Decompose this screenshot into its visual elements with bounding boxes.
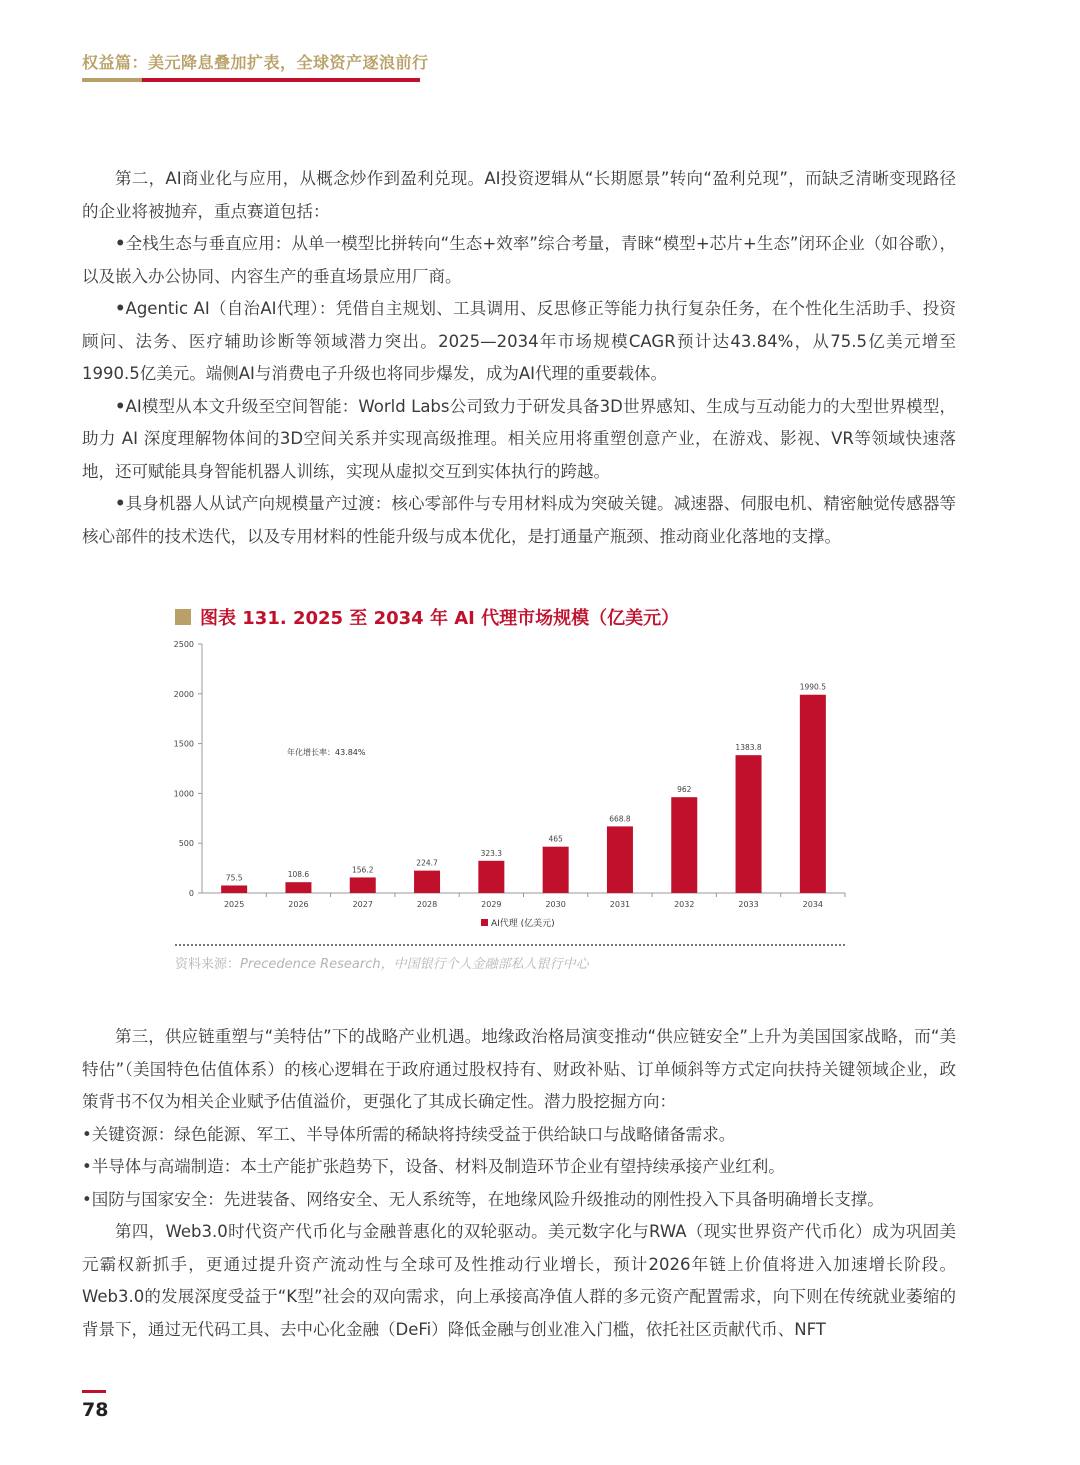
bullet-dot: • <box>115 494 126 513</box>
bullet-text: Agentic AI（自治AI代理）：凭借自主规划、工具调用、反思修正等能力执行复杂任务，在个性化生活助手、投资顾问、法务、医疗辅助诊断等领域潜力突出。2025—2034年市场规模CAGR预计达43.84%，从75.5亿美元增至1990.5亿美元。端侧AI与消费电子升级也将同步爆发，成为AI代理的重要载体。 <box>82 299 956 383</box>
data-label: 75.5 <box>225 873 243 883</box>
y-tick-label: 1500 <box>173 739 194 749</box>
data-label: 962 <box>677 785 692 795</box>
section-two-bullet <box>82 391 956 489</box>
data-label: 323.3 <box>480 848 503 858</box>
section-two <box>82 163 956 553</box>
page-number: 78 <box>82 1399 109 1421</box>
bar <box>607 826 633 893</box>
bullet-text: 具身机器人从试产向规模量产过渡：核心零部件与专用材料成为突破关键。减速器、伺服电机、精密触觉传感器等核心部件的技术迭代，以及专用材料的性能升级与成本优化，是打通量产瓶颈、推动商业化落地的支撑。 <box>82 494 956 546</box>
chart-title-wrap <box>175 604 679 630</box>
x-tick-label: 2028 <box>416 900 438 909</box>
growth-annotation: 年化增长率：43.84% <box>287 748 366 757</box>
x-tick-label: 2027 <box>352 900 373 909</box>
y-tick-label: 2500 <box>173 640 194 649</box>
data-label: 108.6 <box>287 870 310 880</box>
header-rule-gold <box>82 78 142 82</box>
bullet-dot: • <box>115 234 126 253</box>
bullet-dot: • <box>82 1189 92 1209</box>
section-three-bullet <box>82 1119 956 1152</box>
x-tick-label: 2032 <box>674 900 695 909</box>
bar <box>221 885 247 893</box>
section-three-bullet <box>82 1151 956 1184</box>
bar <box>414 871 440 893</box>
chart-title-square-icon <box>175 609 191 625</box>
y-tick-label: 2000 <box>173 689 194 699</box>
section-two-intro: 第二，AI商业化与应用，从概念炒作到盈利兑现。AI投资逻辑从“长期愿景”转向“盈利兑现”，而缺乏清晰变现路径的企业将被抛弃，重点赛道包括： <box>82 169 956 221</box>
bullet-text: AI模型从本文升级至空间智能：World Labs公司致力于研发具备3D世界感知、生成与互动能力的大型世界模型，助力 AI 深度理解物体间的3D空间关系并实现高级推理。相关应用将重塑创意产业，在游戏、影视、VR等领域快速落地，还可赋能具身智能机器人训练，实现从虚拟交互到实体执行的跨越。 <box>82 396 956 481</box>
section-two-bullet <box>82 488 956 553</box>
section-four-intro: 第四，Web3.0时代资产代币化与金融普惠化的双轮驱动。美元数字化与RWA（现实世界资产代币化）成为巩固美元霸权新抓手，更通过提升资产流动性与全球可及性推动行业增长，预计2026年链上价值将进入加速增长阶段。Web3.0的发展深度受益于“K型”社会的双向需求，向上承接高净值人群的多元资产配置需求，向下则在传统就业萎缩的背景下，通过无代码工具、去中心化金融（DeFi）降低金融与创业准入门槛，依托社区贡献代币、NFT <box>82 1222 956 1339</box>
bullet-dot: • <box>82 1157 92 1176</box>
source-label: 资料来源： <box>175 957 241 972</box>
source-note <box>175 953 589 972</box>
data-label: 156.2 <box>352 865 374 875</box>
bullet-text: 关键资源：绿色能源、军工、半导体所需的稀缺将持续受益于供给缺口与战略储备需求。 <box>91 1124 736 1144</box>
bar <box>285 882 311 893</box>
bullet-text: 半导体与高端制造：本土产能扩张趋势下，设备、材料及制造环节企业有望持续承接产业红利。 <box>91 1157 785 1176</box>
data-label: 1990.5 <box>799 682 826 692</box>
bar <box>800 695 826 893</box>
x-tick-label: 2031 <box>609 900 631 909</box>
legend-label: AI代理 (亿美元) <box>491 919 555 929</box>
section-three-bullet <box>82 1184 956 1217</box>
bar <box>736 755 762 893</box>
header-title: 权益篇：美元降息叠加扩表，全球资产逐浪前行 <box>82 53 429 72</box>
page-number-bar <box>82 1390 106 1393</box>
bullet-dot: • <box>115 299 126 318</box>
x-tick-label: 2030 <box>545 900 566 909</box>
bar <box>543 847 569 893</box>
data-label: 465 <box>548 834 563 844</box>
chart-title: 图表 131. 2025 至 2034 年 AI 代理市场规模（亿美元） <box>200 608 680 629</box>
source-divider <box>175 944 845 946</box>
data-label: 224.7 <box>416 858 438 868</box>
legend-swatch <box>481 919 488 926</box>
data-label: 668.8 <box>609 814 631 824</box>
y-tick-label: 0 <box>188 889 194 898</box>
bar <box>671 797 697 893</box>
data-label: 1383.8 <box>735 743 762 753</box>
bar <box>478 861 504 893</box>
bullet-text: 国防与国家安全：先进装备、网络安全、无人系统等，在地缘风险升级推动的刚性投入下具备明确增长支撑。 <box>91 1189 884 1209</box>
y-tick-label: 500 <box>178 839 194 849</box>
section-two-bullet <box>82 228 956 293</box>
bullet-dot: • <box>115 396 126 416</box>
bullet-dot: • <box>82 1124 92 1144</box>
section-three-intro: 第三，供应链重塑与“美特估”下的战略产业机遇。地缘政治格局演变推动“供应链安全”上升为美国国家战略，而“美特估”（美国特色估值体系）的核心逻辑在于政府通过股权持有、财政补贴、订单倾斜等方式定向扶持关键领域企业，政策背书不仅为相关企业赋予估值溢价，更强化了其成长确定性。潜力股挖掘方向： <box>82 1027 956 1111</box>
bullet-text: 全栈生态与垂直应用：从单一模型比拼转向“生态+效率”综合考量，青睐“模型+芯片+生态”闭环企业（如谷歌），以及嵌入办公协同、内容生产的垂直场景应用厂商。 <box>82 234 956 286</box>
section-three <box>82 1021 956 1346</box>
x-tick-label: 2034 <box>802 900 824 909</box>
bar-chart <box>165 636 855 936</box>
x-tick-label: 2033 <box>738 900 759 909</box>
header-rule-red <box>142 78 420 82</box>
x-tick-label: 2029 <box>481 900 502 909</box>
x-tick-label: 2025 <box>223 900 245 909</box>
source-text: Precedence Research，中国银行个人金融部私人银行中心 <box>240 957 589 972</box>
bar <box>350 877 376 893</box>
section-two-bullet <box>82 293 956 391</box>
y-tick-label: 1000 <box>173 789 194 799</box>
x-tick-label: 2026 <box>288 900 309 909</box>
